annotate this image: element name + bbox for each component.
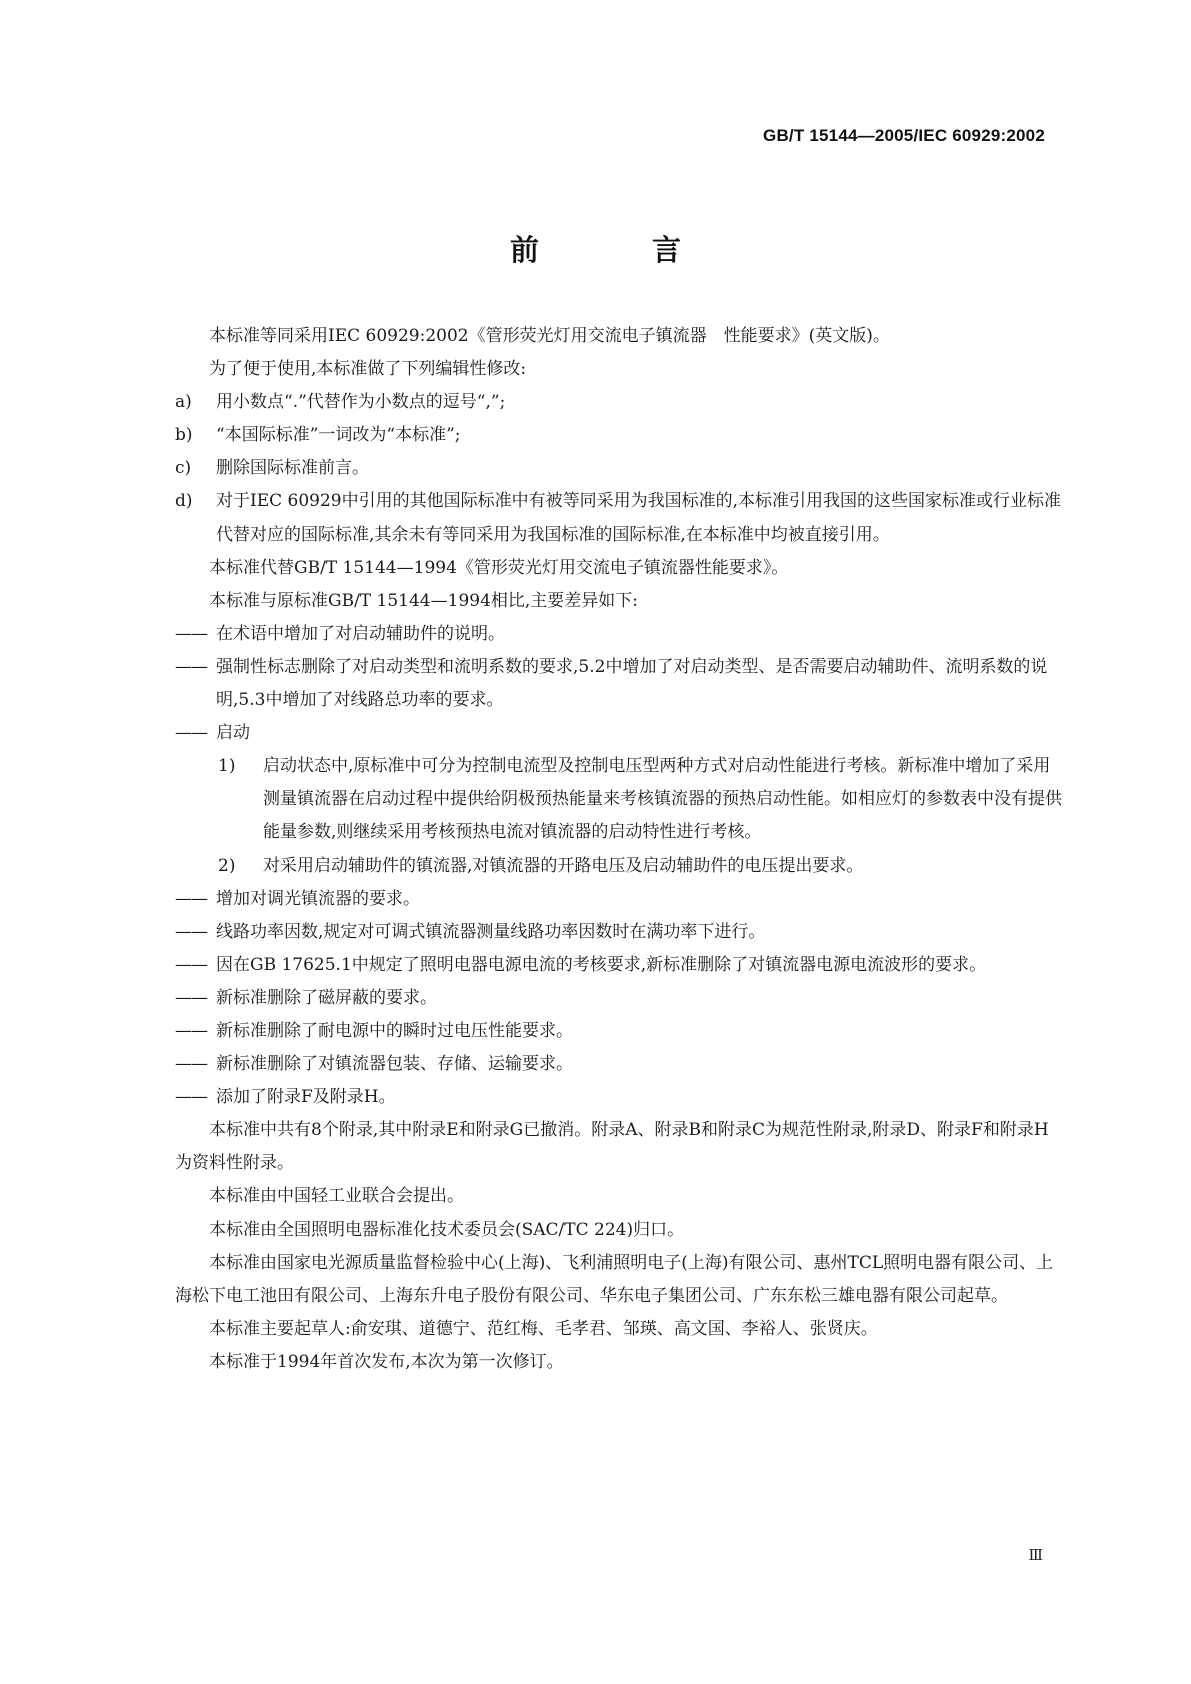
list-item: [175, 386, 1065, 419]
list-item-text: 增加对调光镇流器的要求。: [216, 888, 420, 909]
list-item-text: 在术语中增加了对启动辅助件的说明。: [216, 623, 505, 644]
list-item: [175, 916, 1065, 949]
paragraph-administration: 本标准由全国照明电器标准化技术委员会(SAC/TC 224)归口。: [209, 1219, 685, 1240]
list-item-text: 强制性标志删除了对启动类型和流明系数的要求,5.2中增加了对启动类型、是否需要启动辅助件、流明系数的说明,5.3中增加了对线路总功率的要求。: [216, 656, 1048, 711]
list-item-text: 添加了附录F及附录H。: [216, 1087, 396, 1108]
paragraph-differences-intro: 本标准与原标准GB/T 15144—1994相比,主要差异如下:: [209, 590, 639, 611]
paragraph-drafting-units: 本标准由国家电光源质量监督检验中心(上海)、飞利浦照明电子(上海)有限公司、惠州TCL照明电器有限公司、上海松下电工池田有限公司、上海东升电子股份有限公司、华东电子集团公司、广东东松三雄电器有限公司起草。: [175, 1252, 1054, 1306]
foreword-body: [175, 320, 1065, 1379]
list-item-text: “本国际标准”一词改为“本标准”;: [216, 425, 461, 446]
list-marker: b): [175, 425, 193, 446]
page-number: Ⅲ: [1028, 1548, 1043, 1564]
list-item: [175, 651, 1065, 717]
standard-code-header: GB/T 15144—2005/IEC 60929:2002: [763, 126, 1045, 145]
list-item: [175, 717, 1065, 750]
list-item-text: 删除国际标准前言。: [216, 458, 369, 479]
dash-marker: ——: [175, 987, 207, 1008]
paragraph-annexes: 本标准中共有8个附录,其中附录E和附录G已撤消。附录A、附录B和附录C为规范性附录,附录D、附录F和附录H为资料性附录。: [175, 1120, 1049, 1174]
dash-marker: ——: [175, 623, 207, 644]
list-item-text: 新标准删除了对镇流器包装、存储、运输要求。: [216, 1054, 573, 1075]
list-item: [175, 485, 1065, 551]
list-marker: c): [175, 458, 192, 479]
list-item: [175, 452, 1065, 485]
page-title: 前 言: [509, 233, 723, 267]
dash-marker: ——: [175, 888, 207, 909]
list-item: [175, 883, 1065, 916]
dash-marker: ——: [175, 656, 207, 677]
list-item: [175, 618, 1065, 651]
dash-marker: ——: [175, 1087, 207, 1108]
list-item: [175, 949, 1065, 982]
list-item-text: 新标准删除了磁屏蔽的要求。: [216, 987, 437, 1008]
list-item-text: 新标准删除了耐电源中的瞬时过电压性能要求。: [216, 1020, 573, 1041]
list-item: [175, 1048, 1065, 1081]
list-item: [175, 1015, 1065, 1048]
list-marker: 1): [218, 756, 236, 777]
list-item: [175, 982, 1065, 1015]
paragraph-adoption: 本标准等同采用IEC 60929:2002《管形荧光灯用交流电子镇流器 性能要求》(英文版)。: [209, 326, 890, 346]
list-item-text: 启动状态中,原标准中可分为控制电流型及控制电压型两种方式对启动性能进行考核。新标准中增加了采用测量镇流器在启动过程中提供给阴极预热能量来考核镇流器的预热启动性能。如相应灯的参数表中没有提供能量参数,则继续采用考核预热电流对镇流器的启动特性进行考核。: [263, 756, 1062, 843]
paragraph-history: 本标准于1994年首次发布,本次为第一次修订。: [209, 1351, 564, 1372]
sub-list-item: [175, 750, 1065, 849]
paragraph-edits-intro: 为了便于使用,本标准做了下列编辑性修改:: [209, 359, 527, 380]
paragraph-replaces: 本标准代替GB/T 15144—1994《管形荧光灯用交流电子镇流器性能要求》。: [209, 557, 789, 578]
list-item-text: 对于IEC 60929中引用的其他国际标准中有被等同采用为我国标准的,本标准引用我国的这些国家标准或行业标准代替对应的国际标准,其余未有等同采用为我国标准的国际标准,在本标准中均被直接引用。: [216, 491, 1062, 545]
list-item-text: 对采用启动辅助件的镇流器,对镇流器的开路电压及启动辅助件的电压提出要求。: [263, 855, 864, 876]
paragraph-proposer: 本标准由中国轻工业联合会提出。: [209, 1186, 464, 1207]
list-item-text: 启动: [216, 723, 250, 744]
list-item-text: 因在GB 17625.1中规定了照明电器电源电流的考核要求,新标准删除了对镇流器电源电流波形的要求。: [216, 954, 987, 975]
paragraph-drafters: 本标准主要起草人:俞安琪、道德宁、范红梅、毛孝君、邹瑛、高文国、李裕人、张贤庆。: [209, 1318, 878, 1339]
sub-list-item: [175, 850, 1065, 883]
list-marker: d): [175, 491, 193, 512]
list-marker: a): [175, 392, 192, 413]
dash-marker: ——: [175, 921, 207, 942]
dash-marker: ——: [175, 954, 207, 975]
list-marker: 2): [218, 855, 236, 876]
dash-marker: ——: [175, 723, 207, 744]
dash-marker: ——: [175, 1020, 207, 1041]
dash-marker: ——: [175, 1054, 207, 1075]
list-item-text: 用小数点“.”代替作为小数点的逗号“,”;: [216, 392, 506, 413]
list-item: [175, 419, 1065, 452]
list-item-text: 线路功率因数,规定对可调式镇流器测量线路功率因数时在满功率下进行。: [216, 921, 766, 942]
list-item: [175, 1081, 1065, 1114]
